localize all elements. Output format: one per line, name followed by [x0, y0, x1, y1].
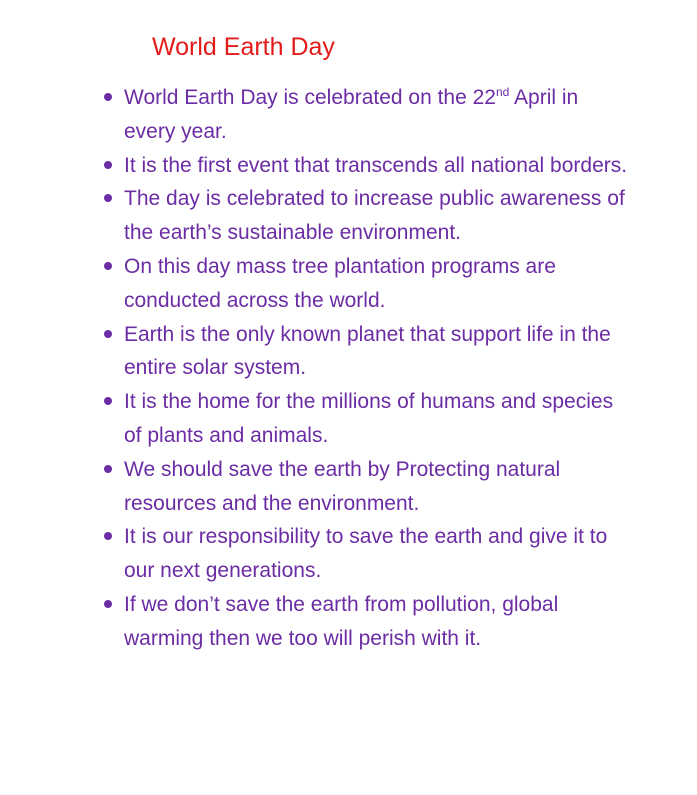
- bullet-dot-icon: [104, 93, 112, 101]
- list-item: [104, 588, 634, 656]
- bullet-text-main: On this day mass tree plantation programs are conducted across the world.: [124, 254, 556, 312]
- list-item: [104, 149, 634, 183]
- bullet-text-main: It is the home for the millions of humans and species of plants and animals.: [124, 390, 614, 447]
- bullet-dot-icon: [104, 532, 112, 540]
- page-title: World Earth Day: [152, 33, 335, 61]
- list-item: [104, 250, 634, 318]
- list-item: [104, 520, 634, 588]
- bullet-text-main: We should save the earth by Protecting natural resources and the environment.: [124, 457, 561, 515]
- bullet-text: [124, 593, 558, 650]
- bullet-text-main: If we don’t save the earth from pollution, global warming then we too will perish with it.: [124, 592, 559, 650]
- list-item: [104, 81, 634, 149]
- bullet-text: [124, 255, 556, 312]
- bullet-list: [104, 81, 634, 656]
- bullet-dot-icon: [104, 600, 112, 608]
- bullet-text: [124, 458, 560, 515]
- list-item: [104, 182, 634, 250]
- bullet-dot-icon: [104, 194, 112, 202]
- ordinal-suffix: nd: [495, 85, 510, 99]
- bullet-dot-icon: [104, 397, 112, 405]
- bullet-text: [124, 323, 611, 380]
- bullet-text: [124, 187, 625, 244]
- bullet-text-main: World Earth Day is celebrated on the 22: [124, 86, 496, 109]
- bullet-text-rest: April in every year.: [124, 86, 579, 143]
- bullet-text-main: Earth is the only known planet that support life in the entire solar system.: [124, 322, 611, 380]
- bullet-text-main: The day is celebrated to increase public awareness of the earth’s sustainable environment.: [124, 187, 625, 245]
- bullet-dot-icon: [104, 262, 112, 270]
- bullet-dot-icon: [104, 161, 112, 169]
- bullet-dot-icon: [104, 465, 112, 473]
- bullet-text: [124, 86, 578, 143]
- list-item: [104, 385, 634, 453]
- bullet-text-main: It is the first event that transcends all national borders.: [124, 153, 628, 177]
- list-item: [104, 453, 634, 521]
- bullet-text-main: It is our responsibility to save the earth and give it to our next generations.: [124, 525, 608, 583]
- bullet-text: [124, 154, 627, 177]
- bullet-text: [124, 390, 613, 447]
- bullet-text: [124, 525, 607, 582]
- list-item: [104, 318, 634, 386]
- bullet-dot-icon: [104, 330, 112, 338]
